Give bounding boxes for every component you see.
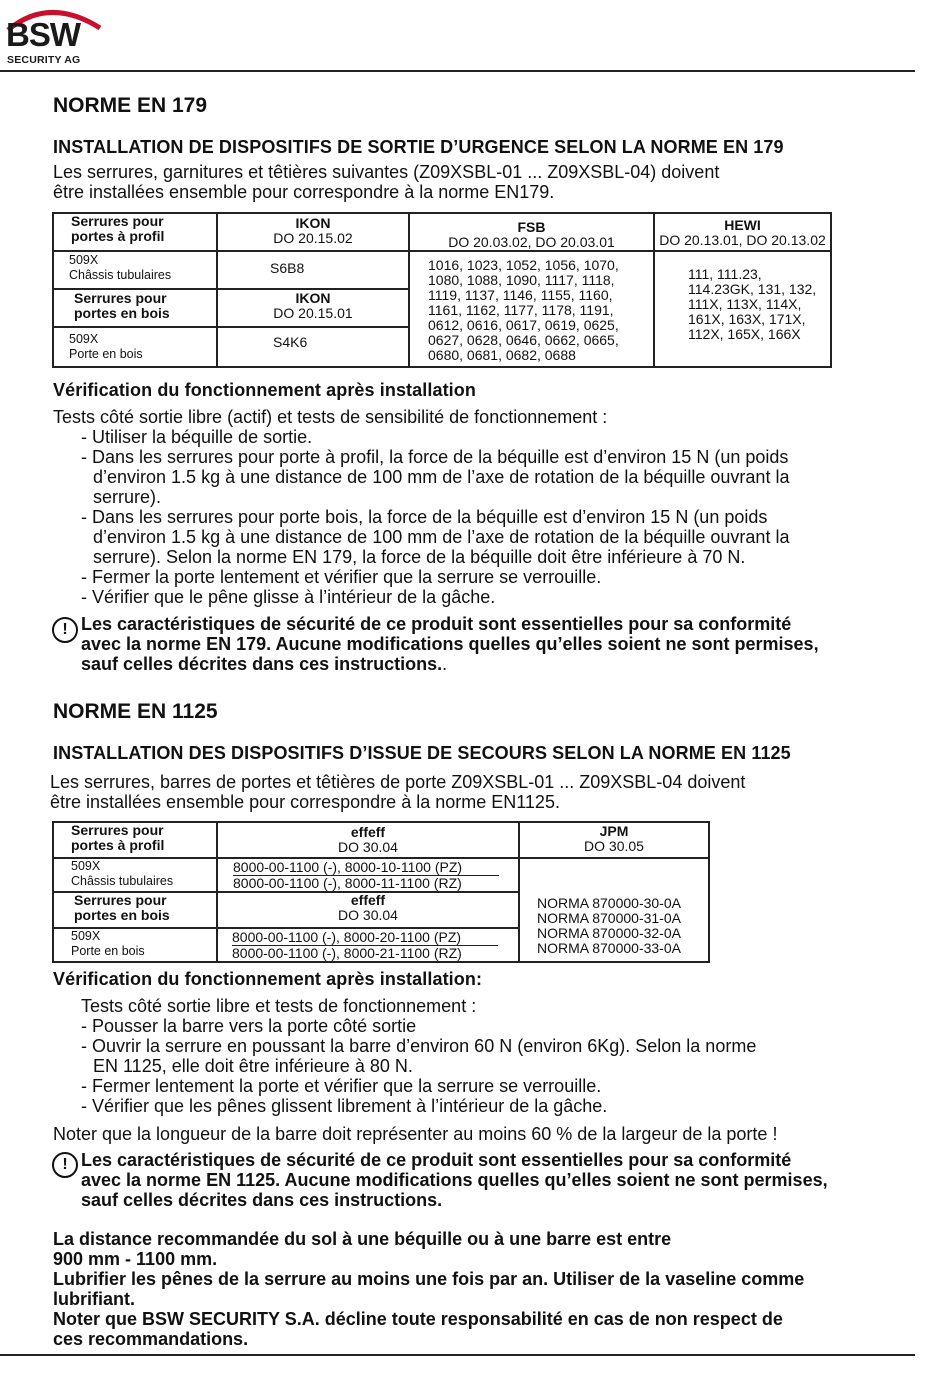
bois-model-cell: [53, 327, 217, 367]
ikon-bois-value: S4K6: [273, 334, 308, 350]
effeff-bois-header-cell: [217, 892, 519, 928]
effeff-header-cell: [217, 822, 519, 858]
en1125-note: Noter que la longueur de la barre doit représenter au moins 60 % de la largeur de la porte !: [53, 1124, 778, 1144]
en179-compat-table: [52, 212, 832, 368]
verif-intro: Tests côté sortie libre (actif) et tests de sensibilité de fonctionnement :: [53, 407, 608, 427]
recommendation-line: Noter que BSW SECURITY S.A. décline toute responsabilité en cas de non respect de: [53, 1309, 783, 1329]
verif-line: d’environ 1.5 kg à une distance de 100 mm de l’axe de rotation de la béquille ouvrant la: [93, 467, 790, 487]
jpm-value-line: NORMA 870000-31-0A: [537, 910, 681, 926]
verif-line: - Vérifier que les pênes glissent librement à l’intérieur de la gâche.: [81, 1096, 608, 1116]
en1125-verif-title: Vérification du fonctionnement après installation:: [53, 969, 483, 989]
verif-line: - Fermer la porte lentement et vérifier que la serrure se verrouille.: [81, 567, 602, 587]
profil-label-line: Serrures pour: [71, 213, 164, 229]
bois-label-line: portes en bois: [74, 305, 170, 321]
bois-desc: Porte en bois: [71, 944, 145, 958]
warning-line: Les caractéristiques de sécurité de ce produit sont essentielles pour sa conformité: [81, 1150, 792, 1170]
effeff-bois-line: 8000-00-1100 (-), 8000-21-1100 (RZ): [232, 945, 462, 961]
intro-line: être installées ensemble pour correspondre à la norme EN1125.: [50, 792, 560, 812]
logo-subtitle: SECURITY AG: [7, 54, 81, 66]
recommendation-line: La distance recommandée du sol à une béquille ou à une barre est entre: [53, 1229, 672, 1249]
en1125-title: NORME EN 1125: [53, 700, 218, 723]
hewi-value-line: 111, 111.23,: [688, 266, 762, 282]
en1125-intro: [50, 772, 745, 812]
hewi-name: HEWI: [724, 217, 761, 233]
en179-intro: [53, 162, 719, 202]
bois-model: 509X: [69, 332, 99, 346]
bois-model-cell: [53, 928, 217, 962]
fsb-value-line: 1161, 1162, 1177, 1178, 1191,: [428, 302, 614, 318]
recommendation-line: Lubrifier les pênes de la serrure au moins une fois par an. Utiliser de la vaseline comme: [53, 1269, 805, 1289]
verif-line: - Ouvrir la serrure en poussant la barre d’environ 60 N (environ 6Kg). Selon la norme: [81, 1036, 757, 1056]
hewi-value-line: 112X, 165X, 166X: [688, 326, 801, 342]
effeff-do: DO 30.04: [338, 907, 398, 923]
effeff-do: DO 30.04: [338, 839, 398, 855]
ikon-name: IKON: [295, 215, 331, 231]
verif-line: EN 1125, elle doit être inférieure à 80 N.: [93, 1056, 413, 1076]
fsb-value-line: 1016, 1023, 1052, 1056, 1070,: [428, 257, 619, 273]
en179-verif-title: Vérification du fonctionnement après installation: [53, 380, 476, 400]
ikon-header-cell: [217, 213, 409, 251]
en1125-compat-table: [52, 821, 710, 963]
warning-exclamation-icon: !: [52, 1152, 78, 1178]
verif-line: serrure). Selon la norme EN 179, la force de la béquille doit être inférieure à 70 N.: [93, 547, 746, 567]
fsb-value-line: 0680, 0681, 0682, 0688: [428, 347, 576, 363]
verif-line: - Utiliser la béquille de sortie.: [81, 427, 313, 447]
verif-line: d’environ 1.5 kg à une distance de 100 mm de l’axe de rotation de la béquille ouvrant la: [93, 527, 790, 547]
verif-line: - Dans les serrures pour porte bois, la force de la béquille est d’environ 15 N (un poids: [81, 507, 768, 527]
effeff-bois-line: 8000-00-1100 (-), 8000-20-1100 (PZ): [232, 930, 498, 946]
ikon-bois-header-cell: [217, 289, 409, 327]
bois-label-line: Serrures pour: [74, 892, 167, 908]
verif-line: - Pousser la barre vers la porte côté sortie: [81, 1016, 417, 1036]
verif-line: - Fermer lentement la porte et vérifier que la serrure se verrouille.: [81, 1076, 602, 1096]
ikon-profil-value: S6B8: [270, 260, 305, 276]
profil-label-cell: [53, 213, 217, 251]
profil-label-line: portes à profil: [71, 228, 165, 244]
bois-label-line: Serrures pour: [74, 290, 167, 306]
hewi-value-line: 111X, 113X, 114X,: [688, 296, 802, 312]
effeff-profil-line: 8000-00-1100 (-), 8000-11-1100 (RZ): [233, 875, 462, 891]
fsb-value-line: 0627, 0628, 0646, 0662, 0665,: [428, 332, 619, 348]
ikon-name: IKON: [295, 290, 331, 306]
intro-line: Les serrures, barres de portes et têtières de porte Z09XSBL-01 ... Z09XSBL-04 doivent: [50, 772, 746, 792]
intro-line: être installées ensemble pour correspondre à la norme EN179.: [53, 182, 555, 202]
hewi-value-line: 161X, 163X, 171X,: [688, 311, 806, 327]
effeff-name: effeff: [350, 892, 386, 908]
recommendation-line: lubrifiant.: [53, 1289, 135, 1309]
intro-line: Les serrures, garnitures et têtières suivantes (Z09XSBL-01 ... Z09XSBL-04) doivent: [53, 162, 720, 182]
fsb-do: DO 20.03.02, DO 20.03.01: [448, 234, 615, 250]
footer-rule: [0, 1354, 915, 1356]
en1125-warning: [81, 1150, 828, 1210]
en179-title: NORME EN 179: [53, 94, 208, 117]
hewi-value-line: 114.23GK, 131, 132,: [688, 281, 817, 297]
en179-subtitle: INSTALLATION DE DISPOSITIFS DE SORTIE D’URGENCE SELON LA NORME EN 179: [53, 137, 784, 157]
jpm-name: JPM: [599, 823, 629, 839]
warning-exclamation-icon: !: [52, 617, 78, 643]
profil-label-line: portes à profil: [71, 837, 165, 853]
jpm-value-line: NORMA 870000-30-0A: [537, 895, 681, 911]
bois-label-cell: [53, 289, 217, 327]
bois-label-line: portes en bois: [74, 907, 170, 923]
en179-warning: [81, 614, 819, 674]
warning-line: Les caractéristiques de sécurité de ce produit sont essentielles pour sa conformité: [81, 614, 792, 634]
profil-desc: Châssis tubulaires: [71, 874, 174, 888]
bois-model: 509X: [71, 929, 101, 943]
ikon-profil-value-cell: [217, 251, 409, 289]
verif-line: serrure).: [93, 487, 162, 507]
profil-desc: Châssis tubulaires: [69, 268, 172, 282]
fsb-value-line: 1080, 1088, 1090, 1117, 1118,: [428, 272, 615, 288]
company-logo: [4, 2, 104, 66]
profil-model-cell: [53, 251, 217, 289]
logo-name: BSW: [6, 16, 80, 53]
profil-label-cell: [53, 822, 217, 858]
ikon-profil-do: DO 20.15.02: [273, 230, 353, 246]
jpm-value-line: NORMA 870000-32-0A: [537, 925, 681, 941]
recommendation-line: ces recommandations.: [53, 1329, 249, 1349]
jpm-values-cell: [519, 892, 709, 962]
fsb-header-cell: [409, 213, 654, 251]
effeff-profil-cell: [217, 858, 519, 892]
fsb-value-line: 1119, 1137, 1146, 1155, 1160,: [428, 287, 613, 303]
jpm-empty-cell: [519, 858, 709, 892]
header-rule: [0, 70, 915, 72]
ikon-bois-do: DO 20.15.01: [273, 305, 353, 321]
verif-line: - Dans les serrures pour porte à profil, la force de la béquille est d’environ 15 N (un poids: [81, 447, 789, 467]
fsb-name: FSB: [517, 219, 546, 235]
verif-line: Tests côté sortie libre et tests de fonctionnement :: [81, 996, 477, 1016]
bois-desc: Porte en bois: [69, 347, 143, 361]
profil-model: 509X: [71, 859, 101, 873]
warning-line: sauf celles décrites dans ces instructions.: [81, 654, 443, 674]
fsb-values-cell: [409, 251, 654, 367]
warning-line: avec la norme EN 179. Aucune modifications quelles qu’elles soient ne sont permises,: [81, 634, 819, 654]
jpm-do: DO 30.05: [584, 838, 644, 854]
ikon-bois-value-cell: [217, 327, 409, 367]
en1125-subtitle: INSTALLATION DES DISPOSITIFS D’ISSUE DE SECOURS SELON LA NORME EN 1125: [53, 743, 791, 763]
verif-line: - Vérifier que le pêne glisse à l’intérieur de la gâche.: [81, 587, 496, 607]
jpm-value-line: NORMA 870000-33-0A: [537, 940, 681, 956]
hewi-do: DO 20.13.01, DO 20.13.02: [659, 232, 826, 248]
effeff-profil-line: 8000-00-1100 (-), 8000-10-1100 (PZ): [233, 860, 499, 876]
warning-line: sauf celles décrites dans ces instructions.: [81, 1190, 443, 1210]
profil-model: 509X: [69, 253, 99, 267]
recommendation-line: 900 mm - 1100 mm.: [53, 1249, 218, 1269]
warning-end: .: [442, 654, 448, 674]
profil-model-cell: [53, 858, 217, 892]
hewi-header-cell: [654, 213, 831, 251]
recommendations: [53, 1229, 804, 1349]
warning-line: avec la norme EN 1125. Aucune modifications quelles qu’elles soient ne sont permises,: [81, 1170, 828, 1190]
hewi-values-cell: [654, 251, 831, 367]
en179-verif-block: [53, 407, 789, 607]
fsb-value-line: 0612, 0616, 0617, 0619, 0625,: [428, 317, 619, 333]
profil-label-line: Serrures pour: [71, 822, 164, 838]
bois-label-cell: [53, 892, 217, 928]
effeff-name: effeff: [350, 824, 386, 840]
effeff-bois-cell: [217, 928, 519, 962]
en1125-verif-block: [53, 996, 756, 1116]
jpm-header-cell: [519, 822, 709, 858]
